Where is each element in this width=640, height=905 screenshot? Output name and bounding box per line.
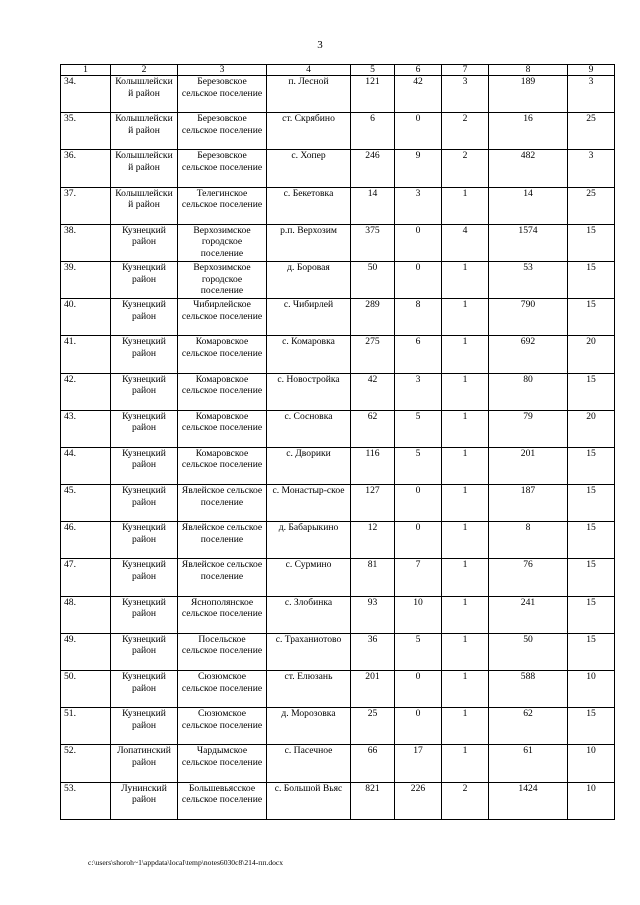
cell-settlement: р.п. Верхозим bbox=[267, 224, 351, 261]
cell-value-9: 15 bbox=[568, 261, 615, 298]
cell-row-number: 44. bbox=[61, 447, 111, 484]
cell-value-7: 1 bbox=[442, 187, 489, 224]
column-header-2: 2 bbox=[111, 65, 178, 76]
cell-settlement: с. Чибирлей bbox=[267, 299, 351, 336]
column-header-5: 5 bbox=[351, 65, 395, 76]
cell-value-7: 1 bbox=[442, 596, 489, 633]
cell-value-6: 9 bbox=[395, 150, 442, 187]
cell-value-5: 50 bbox=[351, 261, 395, 298]
cell-settlement: с. Комаровка bbox=[267, 336, 351, 373]
table-row bbox=[61, 708, 615, 745]
cell-district: Кузнецкий район bbox=[111, 708, 178, 745]
cell-value-9: 15 bbox=[568, 485, 615, 522]
cell-municipality: Верхозимское городское поселение bbox=[178, 261, 267, 298]
cell-value-6: 0 bbox=[395, 522, 442, 559]
cell-municipality: Явлейское сельское поселение bbox=[178, 559, 267, 596]
cell-value-6: 10 bbox=[395, 596, 442, 633]
cell-row-number: 42. bbox=[61, 373, 111, 410]
cell-value-8: 61 bbox=[489, 745, 568, 782]
cell-value-9: 10 bbox=[568, 782, 615, 819]
cell-value-7: 1 bbox=[442, 447, 489, 484]
cell-district: Колышлейский район bbox=[111, 113, 178, 150]
cell-value-9: 15 bbox=[568, 559, 615, 596]
cell-value-9: 15 bbox=[568, 224, 615, 261]
cell-settlement: с. Пасечное bbox=[267, 745, 351, 782]
cell-value-7: 1 bbox=[442, 671, 489, 708]
cell-value-5: 42 bbox=[351, 373, 395, 410]
cell-value-5: 289 bbox=[351, 299, 395, 336]
table-row bbox=[61, 559, 615, 596]
cell-row-number: 34. bbox=[61, 76, 111, 113]
table-row bbox=[61, 522, 615, 559]
cell-value-6: 0 bbox=[395, 224, 442, 261]
cell-value-8: 189 bbox=[489, 76, 568, 113]
cell-value-8: 1424 bbox=[489, 782, 568, 819]
cell-municipality: Большевьясское сельское поселение bbox=[178, 782, 267, 819]
column-header-8: 8 bbox=[489, 65, 568, 76]
cell-value-9: 10 bbox=[568, 745, 615, 782]
cell-value-5: 275 bbox=[351, 336, 395, 373]
cell-row-number: 43. bbox=[61, 410, 111, 447]
cell-value-5: 12 bbox=[351, 522, 395, 559]
cell-value-6: 6 bbox=[395, 336, 442, 373]
column-header-1: 1 bbox=[61, 65, 111, 76]
cell-municipality: Березовское сельское поселение bbox=[178, 113, 267, 150]
cell-row-number: 51. bbox=[61, 708, 111, 745]
cell-value-7: 1 bbox=[442, 745, 489, 782]
cell-value-5: 36 bbox=[351, 633, 395, 670]
cell-value-7: 1 bbox=[442, 708, 489, 745]
cell-value-7: 4 bbox=[442, 224, 489, 261]
cell-value-8: 241 bbox=[489, 596, 568, 633]
table-row bbox=[61, 187, 615, 224]
cell-value-7: 1 bbox=[442, 633, 489, 670]
cell-value-6: 8 bbox=[395, 299, 442, 336]
cell-row-number: 47. bbox=[61, 559, 111, 596]
cell-district: Кузнецкий район bbox=[111, 373, 178, 410]
cell-value-9: 25 bbox=[568, 187, 615, 224]
table-row bbox=[61, 224, 615, 261]
cell-row-number: 50. bbox=[61, 671, 111, 708]
cell-value-9: 3 bbox=[568, 76, 615, 113]
cell-value-6: 5 bbox=[395, 447, 442, 484]
cell-value-8: 692 bbox=[489, 336, 568, 373]
cell-value-7: 1 bbox=[442, 261, 489, 298]
cell-district: Кузнецкий район bbox=[111, 559, 178, 596]
table-row bbox=[61, 745, 615, 782]
table-row bbox=[61, 596, 615, 633]
table-row bbox=[61, 261, 615, 298]
cell-row-number: 49. bbox=[61, 633, 111, 670]
cell-settlement: ст. Елюзань bbox=[267, 671, 351, 708]
cell-value-9: 15 bbox=[568, 373, 615, 410]
cell-row-number: 48. bbox=[61, 596, 111, 633]
cell-row-number: 36. bbox=[61, 150, 111, 187]
cell-settlement: с. Сосновка bbox=[267, 410, 351, 447]
cell-value-6: 0 bbox=[395, 113, 442, 150]
table-row bbox=[61, 150, 615, 187]
cell-value-9: 15 bbox=[568, 299, 615, 336]
column-header-3: 3 bbox=[178, 65, 267, 76]
cell-settlement: с. Новостройка bbox=[267, 373, 351, 410]
cell-value-8: 76 bbox=[489, 559, 568, 596]
cell-settlement: ст. Скрябино bbox=[267, 113, 351, 150]
cell-value-9: 15 bbox=[568, 708, 615, 745]
cell-district: Кузнецкий район bbox=[111, 447, 178, 484]
cell-value-9: 10 bbox=[568, 671, 615, 708]
cell-municipality: Комаровское сельское поселение bbox=[178, 410, 267, 447]
cell-value-8: 790 bbox=[489, 299, 568, 336]
cell-value-8: 62 bbox=[489, 708, 568, 745]
table-row bbox=[61, 76, 615, 113]
cell-value-5: 6 bbox=[351, 113, 395, 150]
cell-value-7: 1 bbox=[442, 485, 489, 522]
table-row bbox=[61, 671, 615, 708]
cell-settlement: с. Бекетовка bbox=[267, 187, 351, 224]
cell-value-9: 20 bbox=[568, 410, 615, 447]
cell-value-9: 15 bbox=[568, 522, 615, 559]
cell-value-6: 0 bbox=[395, 261, 442, 298]
cell-value-8: 16 bbox=[489, 113, 568, 150]
cell-district: Кузнецкий район bbox=[111, 633, 178, 670]
cell-municipality: Сюзюмское сельское поселение bbox=[178, 671, 267, 708]
cell-value-6: 3 bbox=[395, 187, 442, 224]
cell-value-5: 821 bbox=[351, 782, 395, 819]
cell-value-5: 201 bbox=[351, 671, 395, 708]
cell-value-5: 246 bbox=[351, 150, 395, 187]
cell-value-8: 50 bbox=[489, 633, 568, 670]
page-number: 3 bbox=[317, 39, 323, 51]
cell-district: Кузнецкий район bbox=[111, 522, 178, 559]
cell-value-6: 17 bbox=[395, 745, 442, 782]
cell-district: Колышлейский район bbox=[111, 76, 178, 113]
cell-value-7: 2 bbox=[442, 782, 489, 819]
cell-value-5: 121 bbox=[351, 76, 395, 113]
cell-value-6: 5 bbox=[395, 410, 442, 447]
cell-municipality: Яснополянское сельское поселение bbox=[178, 596, 267, 633]
cell-value-8: 14 bbox=[489, 187, 568, 224]
cell-value-7: 1 bbox=[442, 410, 489, 447]
cell-value-6: 226 bbox=[395, 782, 442, 819]
cell-municipality: Явлейское сельское поселение bbox=[178, 485, 267, 522]
cell-value-5: 62 bbox=[351, 410, 395, 447]
cell-row-number: 45. bbox=[61, 485, 111, 522]
cell-settlement: с. Дворики bbox=[267, 447, 351, 484]
cell-value-8: 482 bbox=[489, 150, 568, 187]
cell-value-6: 42 bbox=[395, 76, 442, 113]
cell-value-7: 1 bbox=[442, 336, 489, 373]
cell-value-7: 2 bbox=[442, 150, 489, 187]
cell-value-6: 0 bbox=[395, 485, 442, 522]
cell-value-8: 53 bbox=[489, 261, 568, 298]
table-row bbox=[61, 633, 615, 670]
cell-value-6: 5 bbox=[395, 633, 442, 670]
table-header-row bbox=[61, 65, 615, 76]
cell-municipality: Сюзюмское сельское поселение bbox=[178, 708, 267, 745]
cell-settlement: д. Морозовка bbox=[267, 708, 351, 745]
cell-value-5: 81 bbox=[351, 559, 395, 596]
cell-value-8: 80 bbox=[489, 373, 568, 410]
cell-district: Кузнецкий район bbox=[111, 410, 178, 447]
document-path-footer: c:\users\shoroh~1\appdata\local\temp\notes6030c8\214-пп.docx bbox=[88, 858, 284, 867]
table-row bbox=[61, 373, 615, 410]
cell-district: Колышлейский район bbox=[111, 150, 178, 187]
cell-value-9: 3 bbox=[568, 150, 615, 187]
cell-row-number: 39. bbox=[61, 261, 111, 298]
cell-value-8: 1574 bbox=[489, 224, 568, 261]
cell-settlement: с. Сурмино bbox=[267, 559, 351, 596]
cell-row-number: 53. bbox=[61, 782, 111, 819]
cell-value-7: 1 bbox=[442, 522, 489, 559]
cell-municipality: Чибирлейское сельское поселение bbox=[178, 299, 267, 336]
cell-settlement: д. Бабарыкино bbox=[267, 522, 351, 559]
settlements-table bbox=[60, 64, 615, 820]
table-row bbox=[61, 410, 615, 447]
column-header-9: 9 bbox=[568, 65, 615, 76]
cell-value-9: 25 bbox=[568, 113, 615, 150]
cell-settlement: п. Лесной bbox=[267, 76, 351, 113]
cell-district: Кузнецкий район bbox=[111, 336, 178, 373]
cell-district: Лунинский район bbox=[111, 782, 178, 819]
cell-value-5: 127 bbox=[351, 485, 395, 522]
table-row bbox=[61, 336, 615, 373]
cell-value-6: 0 bbox=[395, 708, 442, 745]
cell-district: Лопатинский район bbox=[111, 745, 178, 782]
cell-value-9: 20 bbox=[568, 336, 615, 373]
cell-value-7: 3 bbox=[442, 76, 489, 113]
cell-row-number: 41. bbox=[61, 336, 111, 373]
cell-value-8: 201 bbox=[489, 447, 568, 484]
cell-value-9: 15 bbox=[568, 447, 615, 484]
cell-value-8: 79 bbox=[489, 410, 568, 447]
cell-municipality: Березовское сельское поселение bbox=[178, 150, 267, 187]
table-row bbox=[61, 485, 615, 522]
table-row bbox=[61, 113, 615, 150]
cell-value-5: 25 bbox=[351, 708, 395, 745]
cell-row-number: 37. bbox=[61, 187, 111, 224]
cell-value-8: 8 bbox=[489, 522, 568, 559]
column-header-6: 6 bbox=[395, 65, 442, 76]
cell-value-8: 588 bbox=[489, 671, 568, 708]
cell-row-number: 46. bbox=[61, 522, 111, 559]
cell-settlement: д. Боровая bbox=[267, 261, 351, 298]
column-header-7: 7 bbox=[442, 65, 489, 76]
table-row bbox=[61, 299, 615, 336]
cell-municipality: Чардымское сельское поселение bbox=[178, 745, 267, 782]
cell-municipality: Посельское сельское поселение bbox=[178, 633, 267, 670]
cell-district: Кузнецкий район bbox=[111, 596, 178, 633]
cell-value-6: 0 bbox=[395, 671, 442, 708]
cell-row-number: 52. bbox=[61, 745, 111, 782]
cell-row-number: 38. bbox=[61, 224, 111, 261]
cell-value-9: 15 bbox=[568, 633, 615, 670]
cell-settlement: с. Монастыр-ское bbox=[267, 485, 351, 522]
table-body bbox=[61, 76, 615, 820]
cell-municipality: Комаровское сельское поселение bbox=[178, 336, 267, 373]
cell-district: Кузнецкий район bbox=[111, 485, 178, 522]
cell-value-7: 1 bbox=[442, 299, 489, 336]
cell-district: Кузнецкий район bbox=[111, 299, 178, 336]
cell-municipality: Телегинское сельское поселение bbox=[178, 187, 267, 224]
cell-district: Кузнецкий район bbox=[111, 671, 178, 708]
cell-value-5: 116 bbox=[351, 447, 395, 484]
cell-row-number: 35. bbox=[61, 113, 111, 150]
cell-district: Кузнецкий район bbox=[111, 224, 178, 261]
column-header-4: 4 bbox=[267, 65, 351, 76]
cell-value-5: 66 bbox=[351, 745, 395, 782]
cell-municipality: Березовское сельское поселение bbox=[178, 76, 267, 113]
table-row bbox=[61, 782, 615, 819]
cell-value-5: 375 bbox=[351, 224, 395, 261]
cell-value-7: 1 bbox=[442, 559, 489, 596]
cell-value-5: 93 bbox=[351, 596, 395, 633]
cell-value-7: 1 bbox=[442, 373, 489, 410]
cell-value-7: 2 bbox=[442, 113, 489, 150]
cell-value-8: 187 bbox=[489, 485, 568, 522]
cell-value-6: 3 bbox=[395, 373, 442, 410]
cell-value-5: 14 bbox=[351, 187, 395, 224]
cell-municipality: Верхозимское городское поселение bbox=[178, 224, 267, 261]
cell-municipality: Явлейское сельское поселение bbox=[178, 522, 267, 559]
cell-settlement: с. Большой Вьяс bbox=[267, 782, 351, 819]
cell-value-6: 7 bbox=[395, 559, 442, 596]
cell-settlement: с. Злобинка bbox=[267, 596, 351, 633]
cell-district: Кузнецкий район bbox=[111, 261, 178, 298]
cell-row-number: 40. bbox=[61, 299, 111, 336]
cell-settlement: с. Хопер bbox=[267, 150, 351, 187]
cell-value-9: 15 bbox=[568, 596, 615, 633]
table-row bbox=[61, 447, 615, 484]
cell-municipality: Комаровское сельское поселение bbox=[178, 447, 267, 484]
cell-municipality: Комаровское сельское поселение bbox=[178, 373, 267, 410]
cell-district: Колышлейский район bbox=[111, 187, 178, 224]
cell-settlement: с. Траханиотово bbox=[267, 633, 351, 670]
